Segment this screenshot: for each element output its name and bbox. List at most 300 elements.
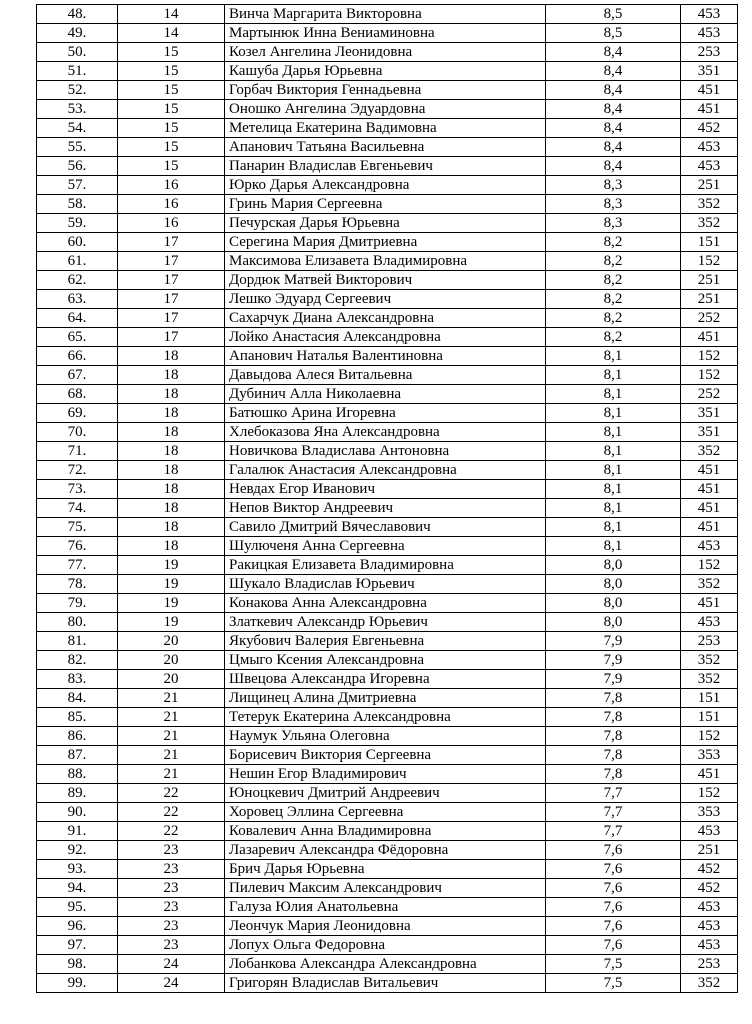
full-name-cell: Конакова Анна Александровна [225,594,546,613]
table-row [37,689,738,708]
group-cell: 451 [681,461,738,480]
place-cell: 19 [118,613,225,632]
score-cell: 7,6 [546,917,681,936]
full-name-cell: Лешко Эдуард Сергеевич [225,290,546,309]
row-number-cell: 62. [37,271,118,290]
row-number-cell: 72. [37,461,118,480]
group-cell: 451 [681,765,738,784]
group-cell: 352 [681,651,738,670]
place-cell: 15 [118,81,225,100]
score-cell: 8,1 [546,499,681,518]
table-row [37,43,738,62]
score-cell: 7,6 [546,879,681,898]
place-cell: 24 [118,955,225,974]
full-name-cell: Юноцкевич Дмитрий Андреевич [225,784,546,803]
group-cell: 253 [681,955,738,974]
group-cell: 451 [681,480,738,499]
group-cell: 453 [681,138,738,157]
ranking-table-body [37,5,738,993]
group-cell: 451 [681,81,738,100]
score-cell: 7,5 [546,955,681,974]
score-cell: 7,7 [546,822,681,841]
place-cell: 14 [118,24,225,43]
full-name-cell: Галуза Юлия Анатольевна [225,898,546,917]
place-cell: 18 [118,423,225,442]
table-row [37,784,738,803]
row-number-cell: 92. [37,841,118,860]
place-cell: 21 [118,765,225,784]
full-name-cell: Борисевич Виктория Сергеевна [225,746,546,765]
score-cell: 8,2 [546,290,681,309]
group-cell: 451 [681,100,738,119]
place-cell: 16 [118,176,225,195]
place-cell: 17 [118,252,225,271]
group-cell: 152 [681,784,738,803]
row-number-cell: 76. [37,537,118,556]
place-cell: 15 [118,100,225,119]
full-name-cell: Леончук Мария Леонидовна [225,917,546,936]
place-cell: 15 [118,157,225,176]
row-number-cell: 58. [37,195,118,214]
score-cell: 7,6 [546,860,681,879]
score-cell: 8,4 [546,62,681,81]
full-name-cell: Ковалевич Анна Владимировна [225,822,546,841]
row-number-cell: 88. [37,765,118,784]
row-number-cell: 48. [37,5,118,24]
full-name-cell: Непов Виктор Андреевич [225,499,546,518]
place-cell: 17 [118,309,225,328]
group-cell: 152 [681,252,738,271]
row-number-cell: 56. [37,157,118,176]
row-number-cell: 95. [37,898,118,917]
group-cell: 353 [681,746,738,765]
place-cell: 18 [118,404,225,423]
full-name-cell: Панарин Владислав Евгеньевич [225,157,546,176]
row-number-cell: 69. [37,404,118,423]
group-cell: 253 [681,43,738,62]
table-row [37,879,738,898]
score-cell: 8,0 [546,556,681,575]
place-cell: 21 [118,708,225,727]
table-row [37,5,738,24]
row-number-cell: 65. [37,328,118,347]
score-cell: 8,2 [546,328,681,347]
row-number-cell: 66. [37,347,118,366]
full-name-cell: Давыдова Алеся Витальевна [225,366,546,385]
group-cell: 251 [681,176,738,195]
group-cell: 453 [681,537,738,556]
group-cell: 453 [681,936,738,955]
table-row [37,670,738,689]
place-cell: 22 [118,803,225,822]
table-row [37,366,738,385]
full-name-cell: Лойко Анастасия Александровна [225,328,546,347]
score-cell: 8,1 [546,347,681,366]
full-name-cell: Савило Дмитрий Вячеславович [225,518,546,537]
place-cell: 18 [118,366,225,385]
score-cell: 8,4 [546,119,681,138]
place-cell: 23 [118,898,225,917]
score-cell: 8,4 [546,43,681,62]
row-number-cell: 73. [37,480,118,499]
full-name-cell: Козел Ангелина Леонидовна [225,43,546,62]
full-name-cell: Пилевич Максим Александрович [225,879,546,898]
group-cell: 451 [681,594,738,613]
score-cell: 8,1 [546,404,681,423]
group-cell: 451 [681,518,738,537]
full-name-cell: Лопух Ольга Федоровна [225,936,546,955]
table-row [37,860,738,879]
full-name-cell: Наумук Ульяна Олеговна [225,727,546,746]
full-name-cell: Серегина Мария Дмитриевна [225,233,546,252]
group-cell: 352 [681,974,738,993]
place-cell: 21 [118,727,225,746]
row-number-cell: 80. [37,613,118,632]
score-cell: 8,5 [546,24,681,43]
full-name-cell: Оношко Ангелина Эдуардовна [225,100,546,119]
row-number-cell: 50. [37,43,118,62]
full-name-cell: Григорян Владислав Витальевич [225,974,546,993]
place-cell: 21 [118,746,225,765]
group-cell: 251 [681,290,738,309]
table-row [37,195,738,214]
place-cell: 23 [118,841,225,860]
table-row [37,404,738,423]
row-number-cell: 53. [37,100,118,119]
row-number-cell: 75. [37,518,118,537]
group-cell: 152 [681,347,738,366]
group-cell: 152 [681,556,738,575]
score-cell: 8,4 [546,100,681,119]
full-name-cell: Галалюк Анастасия Александровна [225,461,546,480]
full-name-cell: Лобанкова Александра Александровна [225,955,546,974]
place-cell: 14 [118,5,225,24]
group-cell: 352 [681,670,738,689]
table-row [37,537,738,556]
place-cell: 17 [118,290,225,309]
table-row [37,974,738,993]
row-number-cell: 63. [37,290,118,309]
score-cell: 8,1 [546,385,681,404]
table-row [37,461,738,480]
place-cell: 20 [118,670,225,689]
place-cell: 18 [118,518,225,537]
full-name-cell: Дордюк Матвей Викторович [225,271,546,290]
group-cell: 453 [681,917,738,936]
place-cell: 19 [118,556,225,575]
table-row [37,803,738,822]
group-cell: 453 [681,898,738,917]
score-cell: 8,1 [546,518,681,537]
full-name-cell: Брич Дарья Юрьевна [225,860,546,879]
row-number-cell: 79. [37,594,118,613]
row-number-cell: 91. [37,822,118,841]
group-cell: 351 [681,423,738,442]
table-row [37,651,738,670]
score-cell: 7,6 [546,841,681,860]
row-number-cell: 57. [37,176,118,195]
score-cell: 7,8 [546,689,681,708]
score-cell: 7,8 [546,727,681,746]
score-cell: 7,6 [546,898,681,917]
place-cell: 20 [118,632,225,651]
group-cell: 352 [681,575,738,594]
full-name-cell: Гринь Мария Сергеевна [225,195,546,214]
row-number-cell: 68. [37,385,118,404]
group-cell: 352 [681,214,738,233]
group-cell: 151 [681,708,738,727]
table-row [37,271,738,290]
score-cell: 8,5 [546,5,681,24]
group-cell: 453 [681,613,738,632]
group-cell: 453 [681,157,738,176]
table-row [37,936,738,955]
table-row [37,480,738,499]
score-cell: 8,1 [546,442,681,461]
group-cell: 251 [681,271,738,290]
row-number-cell: 98. [37,955,118,974]
place-cell: 15 [118,138,225,157]
full-name-cell: Сахарчук Диана Александровна [225,309,546,328]
place-cell: 16 [118,214,225,233]
place-cell: 23 [118,936,225,955]
row-number-cell: 67. [37,366,118,385]
row-number-cell: 60. [37,233,118,252]
full-name-cell: Батюшко Арина Игоревна [225,404,546,423]
place-cell: 16 [118,195,225,214]
row-number-cell: 85. [37,708,118,727]
group-cell: 151 [681,689,738,708]
row-number-cell: 89. [37,784,118,803]
group-cell: 451 [681,499,738,518]
row-number-cell: 96. [37,917,118,936]
table-row [37,290,738,309]
table-row [37,347,738,366]
group-cell: 152 [681,366,738,385]
group-cell: 352 [681,195,738,214]
score-cell: 8,0 [546,594,681,613]
full-name-cell: Златкевич Александр Юрьевич [225,613,546,632]
place-cell: 15 [118,119,225,138]
row-number-cell: 90. [37,803,118,822]
place-cell: 24 [118,974,225,993]
row-number-cell: 82. [37,651,118,670]
table-row [37,708,738,727]
place-cell: 18 [118,499,225,518]
score-cell: 8,2 [546,252,681,271]
table-row [37,822,738,841]
place-cell: 23 [118,860,225,879]
place-cell: 19 [118,575,225,594]
place-cell: 22 [118,784,225,803]
group-cell: 453 [681,822,738,841]
group-cell: 452 [681,879,738,898]
full-name-cell: Якубович Валерия Евгеньевна [225,632,546,651]
place-cell: 17 [118,271,225,290]
score-cell: 8,3 [546,176,681,195]
row-number-cell: 71. [37,442,118,461]
table-row [37,385,738,404]
score-cell: 8,0 [546,613,681,632]
row-number-cell: 64. [37,309,118,328]
place-cell: 18 [118,537,225,556]
score-cell: 8,1 [546,366,681,385]
table-row [37,917,738,936]
score-cell: 8,2 [546,309,681,328]
row-number-cell: 70. [37,423,118,442]
full-name-cell: Шукало Владислав Юрьевич [225,575,546,594]
table-row [37,100,738,119]
full-name-cell: Лазаревич Александра Фёдоровна [225,841,546,860]
row-number-cell: 77. [37,556,118,575]
row-number-cell: 93. [37,860,118,879]
full-name-cell: Цмыго Ксения Александровна [225,651,546,670]
table-row [37,138,738,157]
table-row [37,24,738,43]
ranking-table [36,4,738,993]
group-cell: 151 [681,233,738,252]
place-cell: 15 [118,62,225,81]
full-name-cell: Кашуба Дарья Юрьевна [225,62,546,81]
row-number-cell: 61. [37,252,118,271]
full-name-cell: Винча Маргарита Викторовна [225,5,546,24]
full-name-cell: Дубинич Алла Николаевна [225,385,546,404]
score-cell: 7,9 [546,670,681,689]
group-cell: 453 [681,5,738,24]
row-number-cell: 99. [37,974,118,993]
score-cell: 8,2 [546,233,681,252]
score-cell: 8,1 [546,537,681,556]
score-cell: 8,1 [546,480,681,499]
table-row [37,727,738,746]
score-cell: 7,6 [546,936,681,955]
score-cell: 7,9 [546,632,681,651]
table-row [37,309,738,328]
full-name-cell: Лищинец Алина Дмитриевна [225,689,546,708]
row-number-cell: 97. [37,936,118,955]
group-cell: 453 [681,24,738,43]
full-name-cell: Невдах Егор Иванович [225,480,546,499]
group-cell: 351 [681,62,738,81]
group-cell: 351 [681,404,738,423]
score-cell: 8,0 [546,575,681,594]
full-name-cell: Хоровец Эллина Сергеевна [225,803,546,822]
table-row [37,594,738,613]
full-name-cell: Метелица Екатерина Вадимовна [225,119,546,138]
row-number-cell: 87. [37,746,118,765]
place-cell: 20 [118,651,225,670]
place-cell: 22 [118,822,225,841]
group-cell: 253 [681,632,738,651]
table-row [37,157,738,176]
table-row [37,955,738,974]
score-cell: 7,8 [546,708,681,727]
row-number-cell: 55. [37,138,118,157]
full-name-cell: Горбач Виктория Геннадьевна [225,81,546,100]
score-cell: 8,3 [546,195,681,214]
full-name-cell: Швецова Александра Игоревна [225,670,546,689]
table-row [37,423,738,442]
row-number-cell: 86. [37,727,118,746]
table-row [37,119,738,138]
full-name-cell: Апанович Татьяна Васильевна [225,138,546,157]
table-row [37,746,738,765]
table-row [37,62,738,81]
row-number-cell: 83. [37,670,118,689]
group-cell: 251 [681,841,738,860]
row-number-cell: 54. [37,119,118,138]
table-row [37,518,738,537]
full-name-cell: Шулюченя Анна Сергеевна [225,537,546,556]
score-cell: 8,4 [546,157,681,176]
place-cell: 18 [118,347,225,366]
row-number-cell: 59. [37,214,118,233]
score-cell: 7,7 [546,803,681,822]
score-cell: 7,8 [546,765,681,784]
row-number-cell: 94. [37,879,118,898]
place-cell: 15 [118,43,225,62]
score-cell: 8,4 [546,138,681,157]
place-cell: 19 [118,594,225,613]
full-name-cell: Новичкова Владислава Антоновна [225,442,546,461]
score-cell: 8,4 [546,81,681,100]
group-cell: 452 [681,119,738,138]
full-name-cell: Печурская Дарья Юрьевна [225,214,546,233]
place-cell: 18 [118,442,225,461]
place-cell: 18 [118,480,225,499]
full-name-cell: Мартынюк Инна Вениаминовна [225,24,546,43]
group-cell: 353 [681,803,738,822]
score-cell: 7,8 [546,746,681,765]
table-row [37,765,738,784]
table-row [37,81,738,100]
place-cell: 17 [118,328,225,347]
full-name-cell: Тетерук Екатерина Александровна [225,708,546,727]
full-name-cell: Апанович Наталья Валентиновна [225,347,546,366]
full-name-cell: Нешин Егор Владимирович [225,765,546,784]
score-cell: 7,7 [546,784,681,803]
place-cell: 18 [118,461,225,480]
row-number-cell: 49. [37,24,118,43]
table-row [37,252,738,271]
group-cell: 352 [681,442,738,461]
table-row [37,233,738,252]
score-cell: 8,3 [546,214,681,233]
row-number-cell: 78. [37,575,118,594]
table-row [37,632,738,651]
table-row [37,176,738,195]
place-cell: 23 [118,879,225,898]
table-row [37,214,738,233]
full-name-cell: Юрко Дарья Александровна [225,176,546,195]
table-row [37,898,738,917]
row-number-cell: 52. [37,81,118,100]
place-cell: 17 [118,233,225,252]
group-cell: 152 [681,727,738,746]
place-cell: 18 [118,385,225,404]
score-cell: 8,1 [546,461,681,480]
table-row [37,575,738,594]
group-cell: 252 [681,309,738,328]
table-row [37,556,738,575]
full-name-cell: Хлебоказова Яна Александровна [225,423,546,442]
row-number-cell: 74. [37,499,118,518]
table-row [37,841,738,860]
place-cell: 21 [118,689,225,708]
table-row [37,613,738,632]
score-cell: 7,9 [546,651,681,670]
table-row [37,499,738,518]
